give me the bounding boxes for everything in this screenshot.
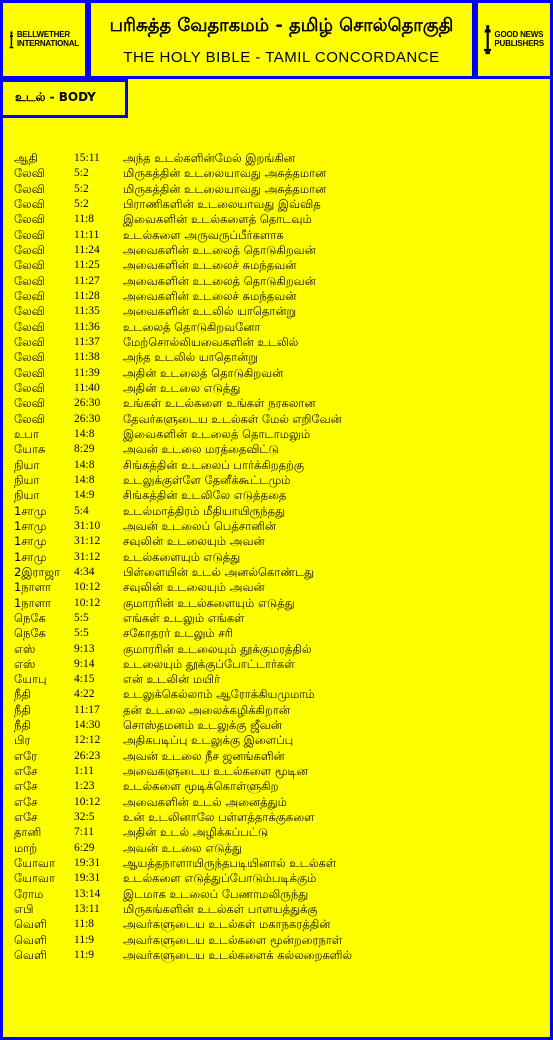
entry-reference: 11:35	[74, 305, 100, 318]
entry-book: 1நாளா	[14, 595, 52, 610]
entry-book: எரே	[14, 748, 38, 763]
entry-text: அதின் உடல் அழிக்கப்பட்டு	[123, 825, 269, 840]
entry-book: லேவி	[14, 227, 45, 242]
entry-text: அவைகளின் உடல் அனைத்தும்	[123, 794, 287, 809]
entry-reference: 4:15	[74, 673, 95, 686]
entry-text: ஆயத்தநாளாயிருந்தபடியினால் உடல்கள்	[123, 856, 337, 871]
entry-text: மிருகத்தின் உடலையாவது அசுத்தமான	[123, 181, 327, 196]
entry-reference: 11:17	[74, 703, 100, 716]
entry-book: நீதி	[14, 702, 31, 717]
entry-book: லேவி	[14, 319, 45, 334]
entry-text: சொஸ்தமனம் உடலுக்கு ஜீவன்	[123, 718, 282, 733]
entry-reference: 11:37	[74, 335, 100, 348]
entry-book: எசே	[14, 779, 38, 794]
entry-reference: 10:12	[74, 795, 101, 808]
logo-right-line-1: GOOD NEWS	[494, 30, 544, 40]
entry-text: பிள்ளையின் உடல் அனல்கொண்டது	[123, 564, 315, 579]
entry-book: லேவி	[14, 288, 45, 303]
entry-text: உடலையும் தூக்குப்போட்டார்கள்	[123, 656, 295, 671]
logo-left-line-2: INTERNATIONAL	[16, 38, 79, 48]
entry-text: அவைகளின் உடலைத் தொடுகிறவன்	[123, 273, 316, 288]
entry-book: யோசு	[14, 442, 46, 457]
entry-text: அவர்களுடைய உடல்களை மூன்றரைநாள்	[123, 932, 343, 947]
entry-reference: 5:5	[74, 611, 89, 624]
entry-reference: 10:12	[74, 581, 101, 594]
entry-text: சிங்கத்தின் உடலைப் பார்க்கிறதற்கு	[123, 457, 305, 472]
entry-book: லேவி	[14, 411, 45, 426]
entry-reference: 10:12	[74, 596, 101, 609]
entry-reference: 12:12	[74, 734, 101, 747]
entry-book: நெகே	[14, 610, 46, 625]
entry-text: அவன் உடலை நீச ஜனங்களின்	[123, 748, 285, 763]
entry-reference: 11:8	[74, 918, 95, 931]
entry-text: அவைகளின் உடலில் யாதொன்று	[123, 304, 297, 319]
entry-text: அதின் உடலை எடுத்து	[123, 380, 241, 395]
entry-reference: 11:39	[74, 366, 100, 379]
entry-book: யோவா	[14, 871, 56, 886]
entry-book: நீதி	[14, 718, 31, 733]
entry-text: இவைகளின் உடல்களைத் தொடவும்	[123, 212, 312, 227]
entry-text: பிராணிகளின் உடலையாவது இவ்வித	[123, 196, 321, 211]
entry-text: இவைகளின் உடலைத் தொடாமலும்	[123, 426, 311, 441]
entry-reference: 15:11	[74, 152, 100, 164]
entry-text: உடல்களையும் எடுத்து	[123, 549, 241, 564]
entry-reference: 32:5	[74, 811, 95, 824]
lamp-icon	[484, 20, 491, 60]
torch-icon	[9, 21, 14, 59]
entry-book: ஆதி	[14, 151, 38, 165]
entry-text: அவர்களுடைய உடல்களைக் கல்லறைகளில்	[123, 948, 353, 963]
entry-book: வெளி	[14, 948, 47, 963]
entry-text: உடல்மாத்திரம் மீதியாயிருந்தது	[123, 503, 286, 518]
entry-text: தேவர்களுடைய உடல்கள் மேல் எறிவேன்	[123, 411, 342, 426]
entry-text: சவுலின் உடலையும் அவன்	[123, 534, 265, 549]
entry-reference: 11:27	[74, 274, 100, 287]
entry-text: உடல்களை எடுத்துப்போடும்படிக்கும்	[123, 871, 317, 886]
logo-right-line-2: PUBLISHERS	[494, 38, 544, 48]
entry-text: அவன் உடலை எடுத்து	[123, 840, 242, 855]
entry-text: அவைகளின் உடலைத் தொடுகிறவன்	[123, 242, 316, 257]
entry-reference: 11:9	[74, 933, 95, 946]
entry-book: நியா	[14, 457, 40, 472]
entry-text: உடல்களை மூடிக்கொள்ளுகிற	[123, 779, 279, 794]
logo-left-line-1: BELLWETHER	[16, 30, 70, 40]
entry-book: லேவி	[14, 396, 45, 411]
entry-book: வெளி	[14, 917, 47, 932]
entry-reference: 14:8	[74, 458, 95, 471]
entry-reference: 11:9	[74, 949, 95, 962]
entry-book: லேவி	[14, 166, 45, 181]
entry-reference: 31:10	[74, 519, 101, 532]
entry-reference: 13:14	[74, 887, 101, 900]
entry-book: லேவி	[14, 242, 45, 257]
entry-book: எபி	[14, 902, 34, 917]
entry-text: அவைகளின் உடலைச் சுமந்தவன்	[123, 288, 297, 303]
entry-book: லேவி	[14, 334, 45, 349]
entry-reference: 11:40	[74, 381, 100, 394]
entry-reference: 31:12	[74, 550, 101, 563]
entry-book: எஸ்	[14, 656, 36, 671]
entry-book: 1சாமு	[14, 534, 47, 549]
entry-reference: 26:30	[74, 412, 101, 425]
entry-book: லேவி	[14, 380, 45, 395]
entry-text: மேற்சொல்லியவைகளின் உடலில்	[123, 334, 299, 349]
entry-book: லேவி	[14, 258, 45, 273]
entry-text: அதின் உடலைத் தொடுகிறவன்	[123, 365, 284, 380]
entry-reference: 5:2	[74, 197, 89, 210]
entry-book: லேவி	[14, 181, 45, 196]
entry-reference: 4:34	[74, 565, 95, 578]
entry-text: சிங்கத்தின் உடலிலே எடுத்ததை	[123, 488, 287, 503]
entry-text: உங்கள் உடல்களை உங்கள் நரகலான	[123, 396, 316, 411]
entry-book: பிர	[14, 733, 31, 748]
entry-reference: 14:8	[74, 473, 95, 486]
entry-book: நீதி	[14, 687, 31, 702]
entry-reference: 9:13	[74, 642, 95, 655]
entry-reference: 11:36	[74, 320, 100, 333]
entry-book: மாற்	[14, 840, 38, 855]
entry-reference: 11:25	[74, 259, 100, 272]
entry-reference: 1:11	[74, 765, 95, 778]
entry-reference: 6:29	[74, 841, 95, 854]
entry-text: உடலுக்குள்ளே தேனீக்கூட்டமும்	[123, 472, 291, 487]
entry-text: சகோதரர் உடலும் சரி	[123, 626, 233, 641]
entry-text: உடல்களை அருவருப்பீர்களாக	[123, 227, 284, 242]
entry-book: எசே	[14, 794, 38, 809]
entry-reference: 11:8	[74, 213, 95, 226]
entry-reference: 26:30	[74, 397, 101, 410]
entry-book: எசே	[14, 810, 38, 825]
entry-reference: 19:31	[74, 872, 101, 885]
entry-text: அவைகளின் உடலைச் சுமந்தவன்	[123, 258, 297, 273]
entry-text: உடலைத் தொடுகிறவனோ	[123, 319, 261, 334]
entry-book: 1சாமு	[14, 549, 47, 564]
entry-reference: 11:24	[74, 243, 100, 256]
entry-book: உபா	[14, 426, 39, 441]
entry-book: எசே	[14, 764, 38, 779]
entry-reference: 9:14	[74, 657, 95, 670]
entry-book: ரோம	[14, 886, 44, 901]
entry-reference: 7:11	[74, 826, 95, 839]
entry-reference: 19:31	[74, 857, 101, 870]
entry-book: வெளி	[14, 932, 47, 947]
entry-text: அவைகளுடைய உடல்களை மூடின	[123, 764, 308, 779]
entry-reference: 5:2	[74, 182, 89, 195]
entry-reference: 14:9	[74, 489, 95, 502]
entry-book: யோவா	[14, 856, 56, 871]
entry-text: மிருகங்களின் உடல்கள் பாளயத்துக்கு	[123, 902, 318, 917]
entry-text: அந்த உடல்களின்மேல் இறங்கின	[123, 151, 295, 165]
entry-reference: 11:38	[74, 351, 100, 364]
entry-text: குமாரரின் உடல்களையும் எடுத்து	[123, 595, 295, 610]
entry-book: நியா	[14, 488, 40, 503]
entry-book: 1சாமு	[14, 518, 47, 533]
entry-book: லேவி	[14, 304, 45, 319]
title-english: THE HOLY BIBLE - TAMIL CONCORDANCE	[123, 49, 440, 66]
entry-book: 1சாமு	[14, 503, 47, 518]
bellwether-logo	[0, 0, 88, 79]
entry-text: அதிகபடிப்பு உடலுக்கு இளைப்பு	[123, 733, 294, 748]
entry-book: யோபு	[14, 672, 47, 687]
entry-reference: 1:23	[74, 780, 95, 793]
entry-book: லேவி	[14, 273, 45, 288]
section-box	[0, 79, 128, 118]
entry-text: என் உடலின் மயிர்	[123, 672, 220, 687]
entry-book: 2இராஜா	[14, 564, 61, 579]
entry-text: எங்கள் உடலும் எங்கள்	[123, 610, 245, 625]
entry-reference: 11:28	[74, 289, 100, 302]
entry-text: அவன் உடலைப் பெத்சானின்	[123, 518, 277, 533]
entry-reference: 4:22	[74, 688, 95, 701]
entry-text: குமாரரின் உடலையும் தூக்குமரத்தில்	[123, 641, 312, 656]
entry-text: மிருகத்தின் உடலையாவது அசுத்தமான	[123, 166, 327, 181]
section-label: உடல் - BODY	[15, 90, 96, 104]
entry-reference: 13:11	[74, 903, 100, 916]
good-news-logo	[475, 0, 553, 79]
entry-book: எஸ்	[14, 641, 36, 656]
entry-text: சவுலின் உடலையும் அவன்	[123, 580, 265, 595]
entry-book: 1நாளா	[14, 580, 52, 595]
entry-reference: 5:2	[74, 167, 89, 180]
entry-reference: 26:23	[74, 749, 101, 762]
entry-text: இடமாக உடலைப் பேணாமலிருந்து	[123, 886, 309, 901]
entry-text: அந்த உடலில் யாதொன்று	[123, 350, 258, 365]
entry-book: நியா	[14, 472, 40, 487]
entry-book: தானி	[14, 825, 42, 840]
entry-reference: 14:8	[74, 427, 95, 440]
entry-text: உன் உடலினாலே பள்ளத்தாக்குகளை	[123, 810, 315, 825]
title-tamil: பரிசுத்த வேதாகமம் - தமிழ் சொல்தொகுதி	[109, 15, 454, 36]
entry-book: லேவி	[14, 212, 45, 227]
entry-text: உடலுக்கெல்லாம் ஆரோக்கியமுமாம்	[123, 687, 315, 702]
entry-reference: 11:11	[74, 228, 100, 241]
entry-text: தன் உடலை அலைக்கழிக்கிறான்	[123, 702, 290, 717]
entry-book: லேவி	[14, 365, 45, 380]
entry-reference: 5:5	[74, 627, 89, 640]
entry-reference: 8:29	[74, 443, 95, 456]
entry-book: நெகே	[14, 626, 46, 641]
entry-reference: 31:12	[74, 535, 101, 548]
entry-text: அவன் உடலை மரத்தைவிட்டு	[123, 442, 279, 457]
entry-reference: 14:30	[74, 719, 101, 732]
title-box	[88, 0, 475, 79]
entry-text: அவர்களுடைய உடல்கள் மகாநகரத்தின்	[123, 917, 331, 932]
entry-book: லேவி	[14, 350, 45, 365]
entry-reference: 5:4	[74, 504, 89, 517]
entry-book: லேவி	[14, 196, 45, 211]
